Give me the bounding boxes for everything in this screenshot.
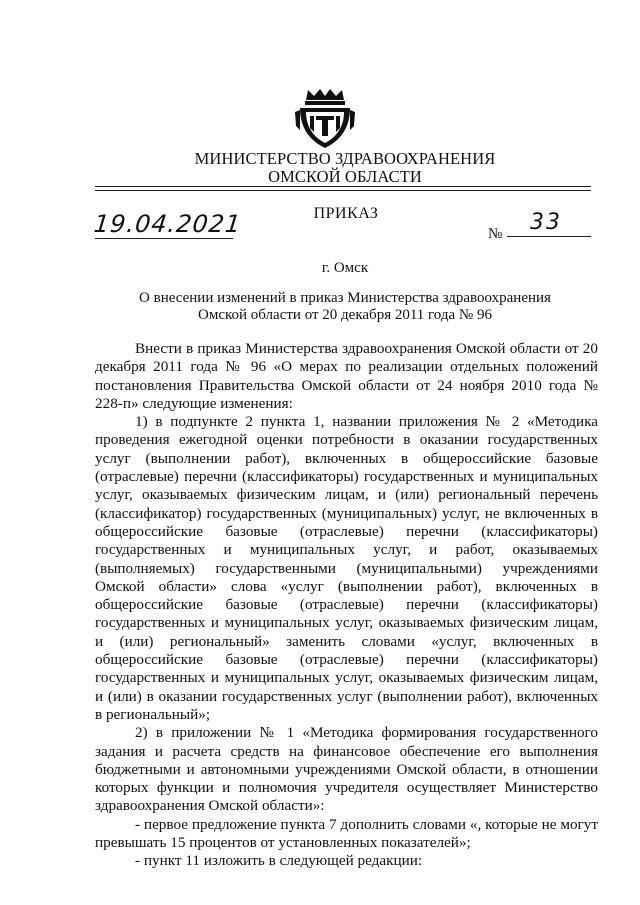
ministry-name-line1: МИНИСТЕРСТВО ЗДРАВООХРАНЕНИЯ bbox=[194, 149, 496, 168]
number-underline bbox=[507, 236, 591, 237]
body-paragraph: 1) в подпункте 2 пункта 1, названии приложения № 2 «Методика проведения ежегодной оценки потребности в оказании государственных услуг (выполнении работ), включенных в общероссийские базовые (отраслевые) перечни (классификаторы) государственных и муниципальных услуг, оказываемых физическим лицам, и (или) региональный перечень (классификатор) государственных (муниципальных) услуг, не включенных в общероссийские базовые (отраслевые) перечни (классификаторы) государственных и муниципальных услуг, и работ, оказываемых (выполняемых) государственными (муниципальными) учреждениями Омской области» слова «услуг (выполнении работ), включенных в общероссийские базовые (отраслевые) перечни (классификаторы) государственных и муниципальных услуг, оказываемых физическим лицам, и (или) региональный» заменить словами «услуг, включенных в общероссийские базовые (отраслевые) перечни (классификаторы) государственных и муниципальных услуг, оказываемых физическим лицам, и (или) в оказании государственных услуг (выполнении работ), включенных в региональный»; bbox=[95, 413, 598, 723]
order-title: ПРИКАЗ bbox=[313, 205, 379, 222]
subject-line2: Омской области от 20 декабря 2011 года № 96 bbox=[198, 307, 492, 323]
order-date: 19.04.2021 bbox=[92, 210, 243, 238]
order-number: 33 bbox=[530, 210, 562, 235]
city: г. Омск bbox=[321, 260, 369, 276]
header-divider-thin bbox=[95, 190, 591, 191]
body-paragraph: - пункт 11 изложить в следующей редакции: bbox=[135, 852, 423, 870]
header-divider bbox=[95, 186, 591, 187]
body-paragraph: 2) в приложении № 1 «Методика формирования государственного задания и расчета средств на финансовое обеспечение его выполнения бюджетными и автономными учреждениями Омской области, в отношении которых функции и полномочия учредителя осуществляет Министерство здравоохранения Омской области»: bbox=[95, 724, 598, 815]
body-paragraph: - первое предложение пункта 7 дополнить словами «, которые не могут превышать 15 процентов от установленных показателей»; bbox=[95, 815, 598, 852]
ministry-name-line2: ОМСКОЙ ОБЛАСТИ bbox=[268, 167, 422, 186]
number-sign: № bbox=[488, 226, 503, 242]
body-paragraph: Внести в приказ Министерства здравоохранения Омской области от 20 декабря 2011 года № 96 «О мерах по реализации отдельных положений постановления Правительства Омской области от 24 ноября 2010 года № 228-п» следующие изменения: bbox=[95, 340, 598, 412]
document-body bbox=[95, 340, 598, 871]
subject-line1: О внесении изменений в приказ Министерства здравоохранения bbox=[139, 290, 551, 306]
coat-of-arms-icon bbox=[294, 86, 356, 150]
date-underline bbox=[95, 238, 233, 239]
